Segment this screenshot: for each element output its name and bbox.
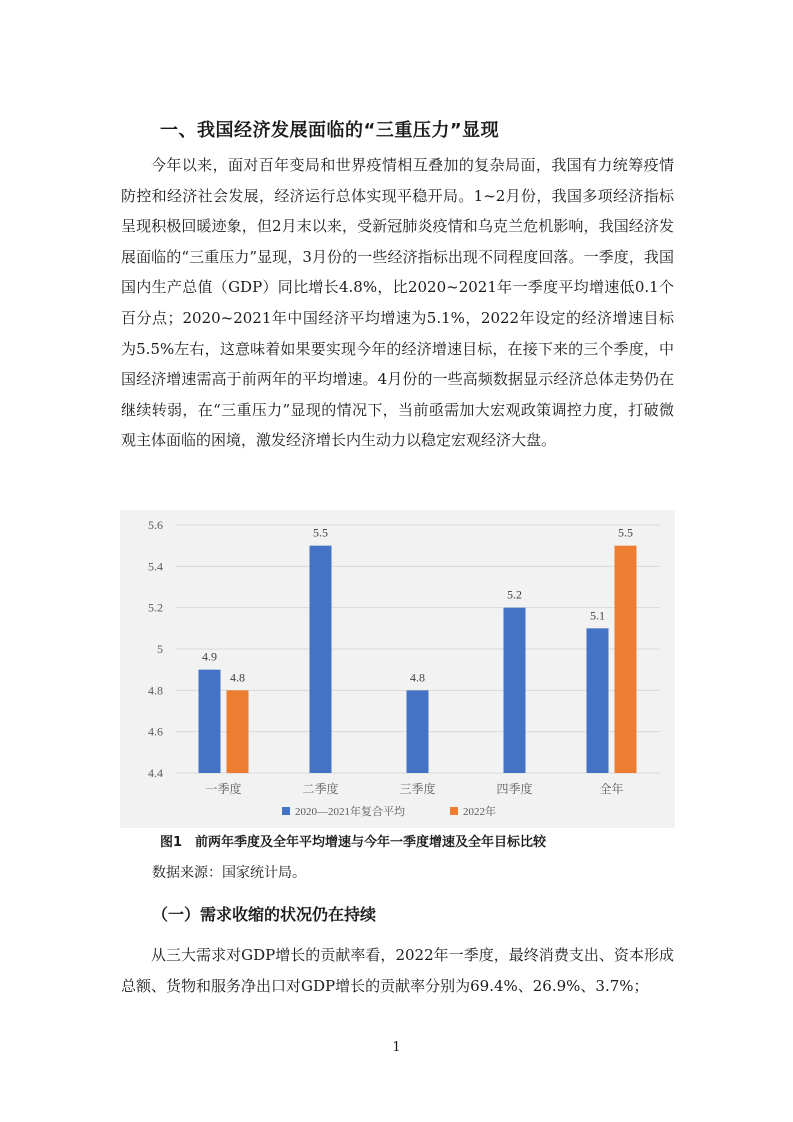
xtick-label: 一季度 <box>205 782 242 796</box>
bar-series1-0 <box>199 670 221 773</box>
bar-value-label: 4.9 <box>202 649 217 664</box>
bar-value-label: 5.1 <box>590 608 605 623</box>
data-source-note: 数据来源：国家统计局。 <box>152 865 306 881</box>
bar-series1-3 <box>504 608 526 773</box>
bar-value-label: 5.5 <box>618 525 633 540</box>
figure-caption: 图1 前两年季度及全年平均增速与今年一季度增速及全年目标比较 <box>160 835 547 850</box>
ytick-label: 4.6 <box>148 724 163 739</box>
page-number: 1 <box>392 1040 401 1055</box>
xtick-label: 全年 <box>599 782 624 796</box>
bar-value-label: 5.2 <box>507 587 522 602</box>
bar-series1-4 <box>587 628 609 773</box>
bar-series2-4 <box>615 546 637 773</box>
ytick-label: 4.8 <box>148 683 163 698</box>
legend-label: 2020—2021年复合平均 <box>295 806 405 818</box>
ytick-label: 5.4 <box>148 559 163 574</box>
subsection-title: （一）需求收缩的状况仍在持续 <box>152 905 377 924</box>
bar-value-label: 5.5 <box>313 525 328 540</box>
xtick-label: 四季度 <box>496 782 533 796</box>
ytick-label: 5.2 <box>148 600 163 615</box>
legend-swatch-series2 <box>450 807 458 815</box>
legend-label: 2022年 <box>463 806 496 818</box>
ytick-label: 5 <box>157 642 163 656</box>
ytick-label: 4.4 <box>148 766 163 780</box>
gdp-growth-bar-chart <box>120 510 675 828</box>
xtick-label: 二季度 <box>302 782 339 796</box>
legend-swatch-series1 <box>282 807 290 815</box>
ytick-label: 5.6 <box>148 518 163 532</box>
bar-series1-2 <box>407 690 429 773</box>
bar-value-label: 4.8 <box>410 670 425 685</box>
body-paragraph-1: 今年以来，面对百年变局和世界疫情相互叠加的复杂局面，我国有力统筹疫情防控和经济社会发展，经济运行总体实现平稳开局。1~2月份，我国多项经济指标呈现积极回暖迹象，但2月末以来，受新冠肺炎疫情和乌克兰危机影响，我国经济发展面临的“三重压力”显现，3月份的一些经济指标出现不同程度回落。一季度，我国国内生产总值（GDP）同比增长4.8%，比2020~2021年一季度平均增速低0.1个百分点；2020~2021年中国经济平均增速为5.1%，2022年设定的经济增速目标为5.5%左右，这意味着如果要实现今年的经济增速目标，在接下来的三个季度，中国经济增速需高于前两年的平均增速。4月份的一些高频数据显示经济总体走势仍在继续转弱，在“三重压力”显现的情况下，当前亟需加大宏观政策调控力度，打破微观主体面临的困境，激发经济增长内生动力以稳定宏观经济大盘。 <box>121 156 674 450</box>
bar-value-label: 4.8 <box>230 670 245 685</box>
section-title: 一、我国经济发展面临的“三重压力”显现 <box>160 120 500 141</box>
xtick-label: 三季度 <box>399 782 436 796</box>
bar-series1-1 <box>310 546 332 773</box>
bar-series2-0 <box>227 690 249 773</box>
body-paragraph-2: 从三大需求对GDP增长的贡献率看，2022年一季度，最终消费支出、资本形成总额、货物和服务净出口对GDP增长的贡献率分别为69.4%、26.9%、3.7%； <box>121 946 674 995</box>
